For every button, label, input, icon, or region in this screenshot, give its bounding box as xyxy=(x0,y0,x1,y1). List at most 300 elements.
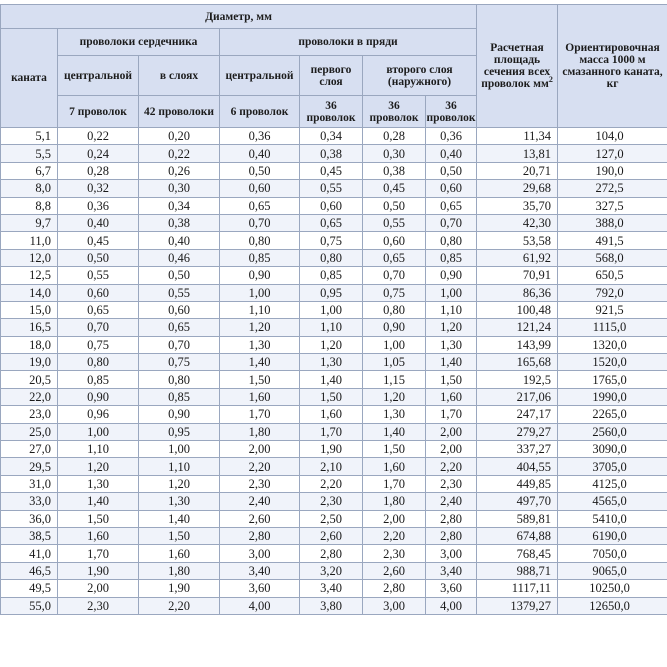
cell-strand-second-a: 1,15 xyxy=(363,371,426,388)
cell-core-central: 0,65 xyxy=(58,301,139,318)
cell-strand-second-a: 0,60 xyxy=(363,232,426,249)
header-in-layers: в слоях xyxy=(139,56,220,96)
cell-strand-second-a: 2,00 xyxy=(363,510,426,527)
cell-strand-central: 1,10 xyxy=(220,301,300,318)
cell-strand-second-b: 1,60 xyxy=(426,388,477,405)
cell-area: 337,27 xyxy=(477,441,558,458)
table-row xyxy=(1,493,667,510)
cell-area: 988,71 xyxy=(477,562,558,579)
cell-strand-second-a: 2,60 xyxy=(363,562,426,579)
cell-rope-diameter: 29,5 xyxy=(1,458,58,475)
cell-strand-first: 2,80 xyxy=(300,545,363,562)
header-second-layer: второго слоя (наружного) xyxy=(363,56,477,96)
cell-strand-central: 4,00 xyxy=(220,597,300,614)
cell-mass: 1115,0 xyxy=(558,319,667,336)
cell-strand-central: 2,80 xyxy=(220,527,300,544)
table-row xyxy=(1,562,667,579)
cell-core-central: 0,24 xyxy=(58,145,139,162)
cell-area: 279,27 xyxy=(477,423,558,440)
cell-strand-central: 3,00 xyxy=(220,545,300,562)
cell-core-central: 1,50 xyxy=(58,510,139,527)
cell-core-central: 0,85 xyxy=(58,371,139,388)
cell-core-central: 0,80 xyxy=(58,354,139,371)
cell-strand-second-a: 3,00 xyxy=(363,597,426,614)
cell-mass: 272,5 xyxy=(558,180,667,197)
cell-core-layers: 0,40 xyxy=(139,232,220,249)
table-row xyxy=(1,249,667,266)
cell-core-central: 0,70 xyxy=(58,319,139,336)
cell-strand-central: 1,70 xyxy=(220,406,300,423)
cell-core-central: 1,90 xyxy=(58,562,139,579)
cell-area: 217,06 xyxy=(477,388,558,405)
cell-strand-first: 2,60 xyxy=(300,527,363,544)
cell-mass: 1520,0 xyxy=(558,354,667,371)
cell-strand-central: 0,36 xyxy=(220,128,300,145)
cell-core-layers: 0,65 xyxy=(139,319,220,336)
cell-core-layers: 1,80 xyxy=(139,562,220,579)
cell-rope-diameter: 46,5 xyxy=(1,562,58,579)
cell-core-central: 2,30 xyxy=(58,597,139,614)
table-header xyxy=(1,5,667,128)
cell-rope-diameter: 49,5 xyxy=(1,580,58,597)
cell-core-central: 0,50 xyxy=(58,249,139,266)
table-row xyxy=(1,354,667,371)
cell-core-central: 0,90 xyxy=(58,388,139,405)
cell-rope-diameter: 41,0 xyxy=(1,545,58,562)
table-row xyxy=(1,441,667,458)
cell-area: 121,24 xyxy=(477,319,558,336)
cell-strand-central: 1,30 xyxy=(220,336,300,353)
cell-strand-second-a: 1,00 xyxy=(363,336,426,353)
header-count-6: 6 проволок xyxy=(220,96,300,128)
cell-strand-central: 1,60 xyxy=(220,388,300,405)
cell-area: 143,99 xyxy=(477,336,558,353)
cell-strand-second-b: 0,90 xyxy=(426,267,477,284)
header-diameter: Диаметр, мм xyxy=(1,5,477,29)
cell-strand-second-a: 0,65 xyxy=(363,249,426,266)
table-row xyxy=(1,423,667,440)
cell-strand-second-a: 1,05 xyxy=(363,354,426,371)
cell-core-central: 0,45 xyxy=(58,232,139,249)
cell-strand-first: 1,60 xyxy=(300,406,363,423)
cell-mass: 2560,0 xyxy=(558,423,667,440)
cell-rope-diameter: 20,5 xyxy=(1,371,58,388)
table-row xyxy=(1,267,667,284)
cell-mass: 1990,0 xyxy=(558,388,667,405)
cell-strand-second-a: 0,30 xyxy=(363,145,426,162)
cell-core-layers: 1,40 xyxy=(139,510,220,527)
cell-mass: 9065,0 xyxy=(558,562,667,579)
cell-strand-first: 2,10 xyxy=(300,458,363,475)
cell-strand-first: 0,38 xyxy=(300,145,363,162)
cell-strand-second-b: 3,60 xyxy=(426,580,477,597)
cell-strand-central: 1,80 xyxy=(220,423,300,440)
table-row xyxy=(1,545,667,562)
header-count-36b: 36 проволок xyxy=(363,96,426,128)
cell-strand-second-b: 1,20 xyxy=(426,319,477,336)
cell-strand-first: 1,50 xyxy=(300,388,363,405)
cell-strand-second-a: 0,90 xyxy=(363,319,426,336)
cell-strand-first: 0,65 xyxy=(300,214,363,231)
cell-mass: 2265,0 xyxy=(558,406,667,423)
cell-core-central: 0,32 xyxy=(58,180,139,197)
cell-mass: 1765,0 xyxy=(558,371,667,388)
cell-rope-diameter: 25,0 xyxy=(1,423,58,440)
cell-rope-diameter: 18,0 xyxy=(1,336,58,353)
cell-strand-first: 3,20 xyxy=(300,562,363,579)
cell-strand-first: 0,55 xyxy=(300,180,363,197)
cell-area: 165,68 xyxy=(477,354,558,371)
cell-strand-second-b: 0,70 xyxy=(426,214,477,231)
cell-strand-first: 1,90 xyxy=(300,441,363,458)
cell-core-layers: 0,34 xyxy=(139,197,220,214)
cell-core-layers: 1,60 xyxy=(139,545,220,562)
cell-strand-central: 2,60 xyxy=(220,510,300,527)
table-row xyxy=(1,597,667,614)
cell-strand-first: 3,80 xyxy=(300,597,363,614)
cell-rope-diameter: 38,5 xyxy=(1,527,58,544)
cell-strand-second-b: 2,80 xyxy=(426,527,477,544)
cell-mass: 568,0 xyxy=(558,249,667,266)
cell-strand-first: 0,45 xyxy=(300,162,363,179)
cell-strand-second-b: 1,00 xyxy=(426,284,477,301)
cell-rope-diameter: 11,0 xyxy=(1,232,58,249)
cell-mass: 491,5 xyxy=(558,232,667,249)
cell-core-layers: 0,22 xyxy=(139,145,220,162)
cell-strand-first: 2,30 xyxy=(300,493,363,510)
cell-core-layers: 1,30 xyxy=(139,493,220,510)
cell-mass: 3705,0 xyxy=(558,458,667,475)
cell-area: 497,70 xyxy=(477,493,558,510)
cell-strand-first: 1,40 xyxy=(300,371,363,388)
cell-area: 674,88 xyxy=(477,527,558,544)
cell-area: 100,48 xyxy=(477,301,558,318)
cell-mass: 3090,0 xyxy=(558,441,667,458)
cell-strand-central: 0,80 xyxy=(220,232,300,249)
cell-rope-diameter: 6,7 xyxy=(1,162,58,179)
cell-core-layers: 0,38 xyxy=(139,214,220,231)
cell-strand-second-a: 1,30 xyxy=(363,406,426,423)
cell-rope-diameter: 12,5 xyxy=(1,267,58,284)
header-count-36c: 36 проволок xyxy=(426,96,477,128)
cell-strand-second-a: 0,75 xyxy=(363,284,426,301)
cell-rope-diameter: 22,0 xyxy=(1,388,58,405)
cell-rope-diameter: 19,0 xyxy=(1,354,58,371)
cell-strand-second-a: 1,20 xyxy=(363,388,426,405)
cell-strand-central: 0,50 xyxy=(220,162,300,179)
cell-core-central: 0,96 xyxy=(58,406,139,423)
cell-core-layers: 0,30 xyxy=(139,180,220,197)
header-count-36a: 36 проволок xyxy=(300,96,363,128)
cell-area: 449,85 xyxy=(477,475,558,492)
cell-strand-second-a: 0,45 xyxy=(363,180,426,197)
header-count-42: 42 проволоки xyxy=(139,96,220,128)
cell-strand-second-b: 1,50 xyxy=(426,371,477,388)
cell-strand-second-a: 0,70 xyxy=(363,267,426,284)
cell-strand-central: 1,40 xyxy=(220,354,300,371)
cell-strand-central: 2,00 xyxy=(220,441,300,458)
cell-strand-first: 3,40 xyxy=(300,580,363,597)
cell-core-central: 1,10 xyxy=(58,441,139,458)
cell-area: 13,81 xyxy=(477,145,558,162)
table-row xyxy=(1,336,667,353)
cell-area: 20,71 xyxy=(477,162,558,179)
cell-mass: 388,0 xyxy=(558,214,667,231)
cell-strand-first: 1,20 xyxy=(300,336,363,353)
cell-strand-central: 1,00 xyxy=(220,284,300,301)
cell-rope-diameter: 55,0 xyxy=(1,597,58,614)
cell-strand-central: 1,50 xyxy=(220,371,300,388)
cell-strand-central: 0,90 xyxy=(220,267,300,284)
cell-mass: 12650,0 xyxy=(558,597,667,614)
cell-strand-second-b: 3,00 xyxy=(426,545,477,562)
cell-rope-diameter: 36,0 xyxy=(1,510,58,527)
cell-strand-central: 2,40 xyxy=(220,493,300,510)
cell-area: 192,5 xyxy=(477,371,558,388)
cell-mass: 10250,0 xyxy=(558,580,667,597)
cell-rope-diameter: 8,8 xyxy=(1,197,58,214)
cell-strand-second-b: 2,20 xyxy=(426,458,477,475)
header-strand-wires: проволоки в пряди xyxy=(220,29,477,56)
cell-area: 29,68 xyxy=(477,180,558,197)
table-row xyxy=(1,371,667,388)
cell-area: 11,34 xyxy=(477,128,558,145)
cell-strand-first: 0,95 xyxy=(300,284,363,301)
cell-core-layers: 0,90 xyxy=(139,406,220,423)
cell-core-layers: 0,75 xyxy=(139,354,220,371)
cell-strand-central: 0,70 xyxy=(220,214,300,231)
header-central-core: центральной xyxy=(58,56,139,96)
table-row xyxy=(1,475,667,492)
cell-core-layers: 0,60 xyxy=(139,301,220,318)
cell-strand-central: 0,85 xyxy=(220,249,300,266)
cell-strand-second-a: 1,80 xyxy=(363,493,426,510)
cell-area: 1379,27 xyxy=(477,597,558,614)
cell-rope-diameter: 31,0 xyxy=(1,475,58,492)
cell-core-central: 0,28 xyxy=(58,162,139,179)
cell-rope-diameter: 12,0 xyxy=(1,249,58,266)
cell-strand-second-b: 0,36 xyxy=(426,128,477,145)
cell-strand-second-b: 0,40 xyxy=(426,145,477,162)
cell-core-central: 2,00 xyxy=(58,580,139,597)
cell-strand-central: 0,60 xyxy=(220,180,300,197)
cell-strand-second-a: 1,70 xyxy=(363,475,426,492)
cell-core-central: 0,60 xyxy=(58,284,139,301)
cell-strand-second-b: 0,65 xyxy=(426,197,477,214)
cell-area: 404,55 xyxy=(477,458,558,475)
cell-core-central: 0,55 xyxy=(58,267,139,284)
cell-mass: 4125,0 xyxy=(558,475,667,492)
cell-strand-second-b: 2,00 xyxy=(426,441,477,458)
cell-strand-first: 0,80 xyxy=(300,249,363,266)
cell-strand-second-b: 1,40 xyxy=(426,354,477,371)
table-row xyxy=(1,580,667,597)
cell-area: 61,92 xyxy=(477,249,558,266)
cell-strand-second-a: 2,30 xyxy=(363,545,426,562)
cell-mass: 104,0 xyxy=(558,128,667,145)
table-row xyxy=(1,162,667,179)
cell-strand-second-b: 1,30 xyxy=(426,336,477,353)
table-row xyxy=(1,197,667,214)
cell-strand-first: 0,75 xyxy=(300,232,363,249)
rope-specification-table xyxy=(0,4,667,615)
cell-core-layers: 1,90 xyxy=(139,580,220,597)
cell-mass: 5410,0 xyxy=(558,510,667,527)
table-row xyxy=(1,388,667,405)
cell-strand-second-a: 0,55 xyxy=(363,214,426,231)
cell-strand-first: 1,70 xyxy=(300,423,363,440)
cell-core-layers: 1,20 xyxy=(139,475,220,492)
cell-core-layers: 0,80 xyxy=(139,371,220,388)
cell-core-central: 0,22 xyxy=(58,128,139,145)
table-row xyxy=(1,284,667,301)
cell-core-central: 0,36 xyxy=(58,197,139,214)
table-row xyxy=(1,214,667,231)
table-body xyxy=(1,128,667,615)
table-row xyxy=(1,527,667,544)
cell-core-central: 1,40 xyxy=(58,493,139,510)
table-row xyxy=(1,180,667,197)
cell-strand-second-a: 0,50 xyxy=(363,197,426,214)
cell-mass: 127,0 xyxy=(558,145,667,162)
cell-strand-central: 0,40 xyxy=(220,145,300,162)
cell-core-layers: 1,00 xyxy=(139,441,220,458)
cell-core-layers: 0,46 xyxy=(139,249,220,266)
cell-strand-central: 2,30 xyxy=(220,475,300,492)
cell-strand-second-b: 0,85 xyxy=(426,249,477,266)
cell-area: 53,58 xyxy=(477,232,558,249)
cell-area: 1117,11 xyxy=(477,580,558,597)
cell-mass: 4565,0 xyxy=(558,493,667,510)
cell-rope-diameter: 16,5 xyxy=(1,319,58,336)
cell-core-central: 1,30 xyxy=(58,475,139,492)
cell-strand-first: 2,50 xyxy=(300,510,363,527)
cell-strand-second-b: 1,70 xyxy=(426,406,477,423)
header-central-strand: центральной xyxy=(220,56,300,96)
table-row xyxy=(1,232,667,249)
header-core-wires: проволоки сердечника xyxy=(58,29,220,56)
cell-strand-second-b: 2,40 xyxy=(426,493,477,510)
cell-strand-second-a: 1,40 xyxy=(363,423,426,440)
header-first-layer: первого слоя xyxy=(300,56,363,96)
cell-strand-second-a: 0,80 xyxy=(363,301,426,318)
header-area: Расчетная площадь сечения всех проволок $мм^2$ xyxy=(477,5,558,128)
header-rope: каната xyxy=(1,29,58,128)
cell-rope-diameter: 14,0 xyxy=(1,284,58,301)
cell-core-layers: 0,50 xyxy=(139,267,220,284)
cell-rope-diameter: 8,0 xyxy=(1,180,58,197)
cell-strand-second-a: 2,80 xyxy=(363,580,426,597)
cell-strand-central: 0,65 xyxy=(220,197,300,214)
cell-mass: 1320,0 xyxy=(558,336,667,353)
cell-mass: 6190,0 xyxy=(558,527,667,544)
cell-strand-second-a: 0,38 xyxy=(363,162,426,179)
table-row xyxy=(1,301,667,318)
cell-area: 768,45 xyxy=(477,545,558,562)
cell-area: 589,81 xyxy=(477,510,558,527)
cell-strand-second-b: 3,40 xyxy=(426,562,477,579)
cell-strand-first: 1,00 xyxy=(300,301,363,318)
cell-rope-diameter: 27,0 xyxy=(1,441,58,458)
table-row xyxy=(1,128,667,145)
cell-core-layers: 0,95 xyxy=(139,423,220,440)
cell-strand-first: 2,20 xyxy=(300,475,363,492)
cell-mass: 190,0 xyxy=(558,162,667,179)
cell-mass: 921,5 xyxy=(558,301,667,318)
cell-mass: 792,0 xyxy=(558,284,667,301)
table-row xyxy=(1,145,667,162)
cell-mass: 7050,0 xyxy=(558,545,667,562)
cell-strand-second-b: 2,80 xyxy=(426,510,477,527)
cell-strand-first: 0,60 xyxy=(300,197,363,214)
cell-core-layers: 0,26 xyxy=(139,162,220,179)
cell-core-central: 1,00 xyxy=(58,423,139,440)
cell-mass: 327,5 xyxy=(558,197,667,214)
cell-strand-second-b: 2,30 xyxy=(426,475,477,492)
cell-strand-second-b: 2,00 xyxy=(426,423,477,440)
cell-rope-diameter: 33,0 xyxy=(1,493,58,510)
header-count-7: 7 проволок xyxy=(58,96,139,128)
cell-core-central: 0,75 xyxy=(58,336,139,353)
cell-core-layers: 2,20 xyxy=(139,597,220,614)
cell-strand-central: 2,20 xyxy=(220,458,300,475)
cell-core-layers: 0,85 xyxy=(139,388,220,405)
cell-strand-first: 1,10 xyxy=(300,319,363,336)
table-row xyxy=(1,510,667,527)
header-mass: Ориентировочная масса 1000 м смазанного каната, кг xyxy=(558,5,667,128)
cell-strand-central: 3,60 xyxy=(220,580,300,597)
cell-area: 70,91 xyxy=(477,267,558,284)
cell-strand-second-b: 0,80 xyxy=(426,232,477,249)
cell-strand-second-b: 4,00 xyxy=(426,597,477,614)
cell-strand-second-b: 0,50 xyxy=(426,162,477,179)
cell-rope-diameter: 15,0 xyxy=(1,301,58,318)
table-row xyxy=(1,406,667,423)
cell-core-central: 0,40 xyxy=(58,214,139,231)
cell-area: 86,36 xyxy=(477,284,558,301)
cell-rope-diameter: 23,0 xyxy=(1,406,58,423)
cell-rope-diameter: 9,7 xyxy=(1,214,58,231)
cell-mass: 650,5 xyxy=(558,267,667,284)
cell-strand-central: 3,40 xyxy=(220,562,300,579)
cell-area: 35,70 xyxy=(477,197,558,214)
cell-core-layers: 0,70 xyxy=(139,336,220,353)
cell-core-central: 1,70 xyxy=(58,545,139,562)
cell-strand-central: 1,20 xyxy=(220,319,300,336)
cell-strand-second-b: 1,10 xyxy=(426,301,477,318)
cell-core-layers: 1,10 xyxy=(139,458,220,475)
cell-strand-first: 0,85 xyxy=(300,267,363,284)
cell-rope-diameter: 5,1 xyxy=(1,128,58,145)
cell-core-layers: 0,55 xyxy=(139,284,220,301)
cell-strand-second-a: 2,20 xyxy=(363,527,426,544)
cell-core-central: 1,20 xyxy=(58,458,139,475)
table-row xyxy=(1,458,667,475)
cell-area: 247,17 xyxy=(477,406,558,423)
cell-strand-second-a: 0,28 xyxy=(363,128,426,145)
cell-core-central: 1,60 xyxy=(58,527,139,544)
cell-core-layers: 0,20 xyxy=(139,128,220,145)
cell-area: 42,30 xyxy=(477,214,558,231)
cell-core-layers: 1,50 xyxy=(139,527,220,544)
table-row xyxy=(1,319,667,336)
cell-rope-diameter: 5,5 xyxy=(1,145,58,162)
cell-strand-first: 0,34 xyxy=(300,128,363,145)
cell-strand-second-b: 0,60 xyxy=(426,180,477,197)
cell-strand-second-a: 1,50 xyxy=(363,441,426,458)
cell-strand-second-a: 1,60 xyxy=(363,458,426,475)
cell-strand-first: 1,30 xyxy=(300,354,363,371)
